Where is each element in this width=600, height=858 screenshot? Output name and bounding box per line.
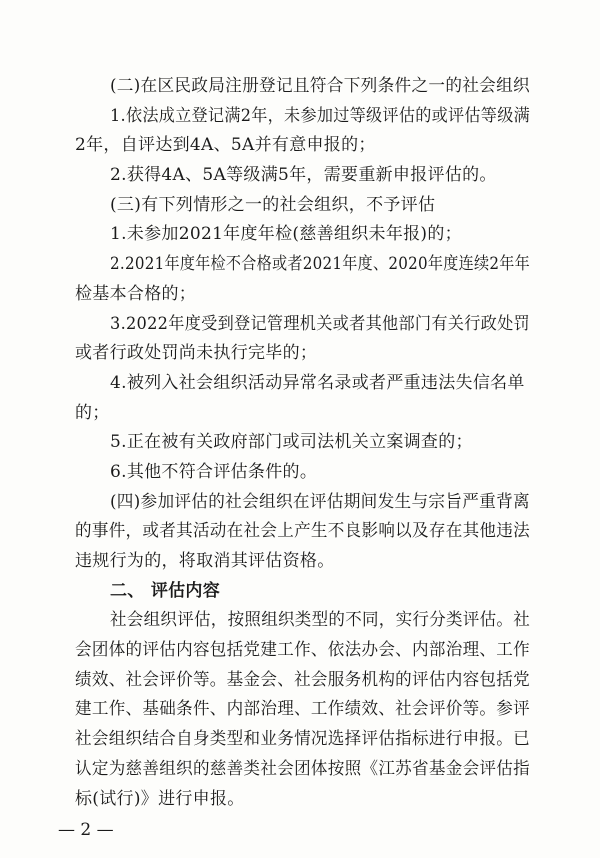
text-line: 绩效、社会评价等。基金会、社会服务机构的评估内容包括党 — [75, 669, 530, 690]
text-line: (二)在区民政局注册登记且符合下列条件之一的社会组织 — [110, 76, 530, 96]
text-line: 的； — [75, 402, 110, 423]
text-line: 2.获得4A、5A等级满5年，需要重新申报评估的。 — [110, 165, 497, 186]
text-line: 的事件，或者其活动在社会上产生不良影响以及存在其他违法 — [75, 521, 530, 542]
document-body — [75, 72, 530, 814]
text-line: (三)有下列情形之一的社会组织，不予评估 — [110, 194, 436, 215]
text-line: 或者行政处罚尚未执行完毕的； — [75, 343, 318, 364]
text-line: 3.2022年度受到登记管理机关或者其他部门有关行政处罚 — [110, 313, 530, 334]
section-heading: 二、 评估内容 — [110, 580, 221, 601]
text-line: 1.依法成立登记满2年，未参加过等级评估的或评估等级满 — [110, 105, 530, 126]
text-line: 2.2021年度年检不合格或者2021年度、2020年度连续2年年 — [110, 254, 530, 275]
text-line: 社会组织结合自身类型和业务情况选择评估指标进行申报。已 — [75, 729, 530, 750]
text-line: 4.被列入社会组织活动异常名录或者严重违法失信名单 — [110, 372, 525, 393]
text-line: 1.未参加2021年度年检(慈善组织未年报)的； — [110, 224, 462, 245]
text-line: 2年，自评达到4A、5A并有意申报的； — [75, 135, 376, 156]
text-line: 建工作、基础条件、内部治理、工作绩效、社会评价等。参评 — [75, 699, 530, 720]
text-line: 认定为慈善组织的慈善类社会团体按照《江苏省基金会评估指 — [75, 758, 530, 779]
page-number: — 2 — — [58, 820, 114, 840]
text-line: 5.正在被有关政府部门或司法机关立案调查的； — [110, 432, 473, 453]
text-line: 社会组织评估，按照组织类型的不同，实行分类评估。社 — [110, 610, 530, 631]
text-line: 会团体的评估内容包括党建工作、依法办会、内部治理、工作 — [75, 640, 530, 661]
text-line: 标(试行)》进行申报。 — [75, 788, 245, 809]
text-line: (四)参加评估的社会组织在评估期间发生与宗旨严重背离 — [110, 491, 530, 512]
text-line: 违规行为的，将取消其评估资格。 — [75, 551, 335, 571]
text-line: 6.其他不符合评估条件的。 — [110, 461, 318, 482]
text-line: 检基本合格的； — [75, 283, 197, 304]
